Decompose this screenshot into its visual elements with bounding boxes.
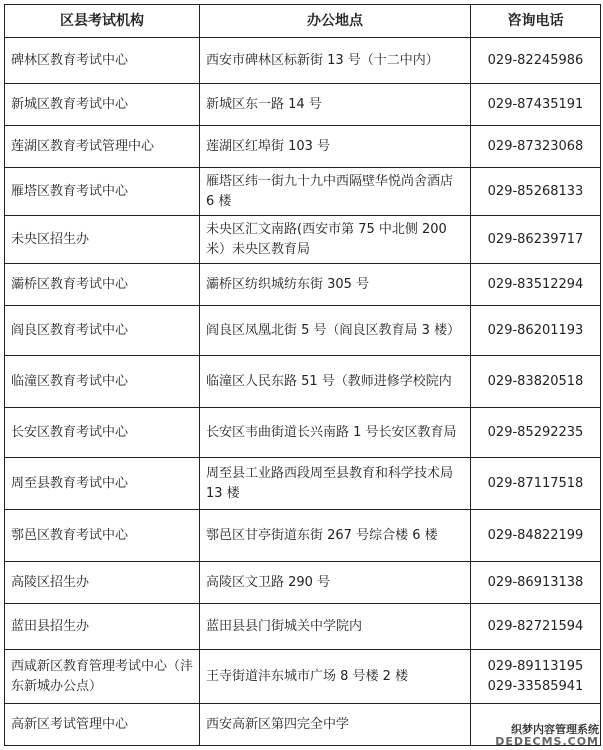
watermark-domain: DEDECMS.COM <box>495 735 599 748</box>
org-cell: 周至县教育考试中心 <box>5 458 200 510</box>
table-row <box>5 84 601 126</box>
phone-number: 029-85268133 <box>487 183 584 199</box>
org-cell: 长安区教育考试中心 <box>5 408 200 458</box>
address-cell: 鄠邑区甘亭街道东街 267 号综合楼 6 楼 <box>200 510 471 562</box>
phone-number: 029-83512294 <box>487 276 584 292</box>
org-cell: 西咸新区教育管理考试中心（沣东新城办公点） <box>5 650 200 704</box>
org-cell: 莲湖区教育考试管理中心 <box>5 126 200 168</box>
phone-number: 029-89113195 <box>487 658 584 674</box>
header-phone: 咨询电话 <box>471 5 601 38</box>
table-row <box>5 168 601 216</box>
address-cell: 周至县工业路西段周至县教育和科学技术局 13 楼 <box>200 458 471 510</box>
address-cell: 阎良区凤凰北街 5 号（阎良区教育局 3 楼） <box>200 306 471 356</box>
address-cell: 临潼区人民东路 51 号（教师进修学校院内 <box>200 356 471 408</box>
table-row <box>5 38 601 84</box>
header-address: 办公地点 <box>200 5 471 38</box>
phone-cell <box>471 458 601 510</box>
table-row <box>5 510 601 562</box>
address-cell: 雁塔区纬一街九十九中西隔壁华悦尚舍酒店 6 楼 <box>200 168 471 216</box>
address-cell: 灞桥区纺织城纺东街 305 号 <box>200 264 471 306</box>
address-cell: 王寺街道沣东城市广场 8 号楼 2 楼 <box>200 650 471 704</box>
table-row <box>5 306 601 356</box>
address-cell: 长安区韦曲街道长兴南路 1 号长安区教育局 <box>200 408 471 458</box>
phone-cell <box>471 306 601 356</box>
address-cell: 未央区汇文南路(西安市第 75 中北侧 200 米）未央区教育局 <box>200 216 471 264</box>
phone-cell <box>471 126 601 168</box>
table-row <box>5 604 601 650</box>
phone-number: 029-82245986 <box>487 52 584 68</box>
phone-number: 029-87323068 <box>487 138 584 154</box>
phone-number: 029-86201193 <box>487 322 584 338</box>
phone-number: 029-87117518 <box>487 475 584 491</box>
table-header-row <box>5 5 601 38</box>
phone-cell <box>471 510 601 562</box>
phone-cell <box>471 604 601 650</box>
address-cell: 高陵区文卫路 290 号 <box>200 562 471 604</box>
phone-cell <box>471 264 601 306</box>
address-cell: 西安高新区第四完全中学 <box>200 704 471 746</box>
table-row <box>5 458 601 510</box>
org-cell: 雁塔区教育考试中心 <box>5 168 200 216</box>
phone-number: 029-86913138 <box>487 574 584 590</box>
site-watermark <box>495 724 599 748</box>
phone-cell <box>471 84 601 126</box>
phone-cell <box>471 650 601 704</box>
address-cell: 莲湖区红埠街 103 号 <box>200 126 471 168</box>
org-cell: 蓝田县招生办 <box>5 604 200 650</box>
phone-cell <box>471 562 601 604</box>
table-row <box>5 264 601 306</box>
phone-cell <box>471 356 601 408</box>
phone-cell <box>471 216 601 264</box>
table-row <box>5 216 601 264</box>
phone-cell <box>471 408 601 458</box>
org-cell: 碑林区教育考试中心 <box>5 38 200 84</box>
phone-number: 029-86239717 <box>487 231 584 247</box>
exam-office-table <box>4 4 601 746</box>
phone-cell <box>471 168 601 216</box>
org-cell: 未央区招生办 <box>5 216 200 264</box>
org-cell: 高新区考试管理中心 <box>5 704 200 746</box>
header-org: 区县考试机构 <box>5 5 200 38</box>
phone-cell <box>471 38 601 84</box>
phone-number: 029-82721594 <box>487 618 584 634</box>
phone-number: 029-83820518 <box>487 373 584 389</box>
address-cell: 新城区东一路 14 号 <box>200 84 471 126</box>
phone-number: 029-84822199 <box>487 527 584 543</box>
org-cell: 阎良区教育考试中心 <box>5 306 200 356</box>
table-row <box>5 408 601 458</box>
address-cell: 西安市碑林区标新街 13 号（十二中内） <box>200 38 471 84</box>
org-cell: 临潼区教育考试中心 <box>5 356 200 408</box>
table-row <box>5 356 601 408</box>
table-row <box>5 650 601 704</box>
address-cell: 蓝田县县门街城关中学院内 <box>200 604 471 650</box>
org-cell: 高陵区招生办 <box>5 562 200 604</box>
org-cell: 灞桥区教育考试中心 <box>5 264 200 306</box>
table-row <box>5 126 601 168</box>
phone-number: 029-85292235 <box>487 424 584 440</box>
phone-number: 029-87435191 <box>487 96 584 112</box>
table-row <box>5 562 601 604</box>
org-cell: 新城区教育考试中心 <box>5 84 200 126</box>
org-cell: 鄠邑区教育考试中心 <box>5 510 200 562</box>
phone-number: 029-33585941 <box>487 678 584 694</box>
watermark-title: 织梦内容管理系统 <box>511 723 599 736</box>
